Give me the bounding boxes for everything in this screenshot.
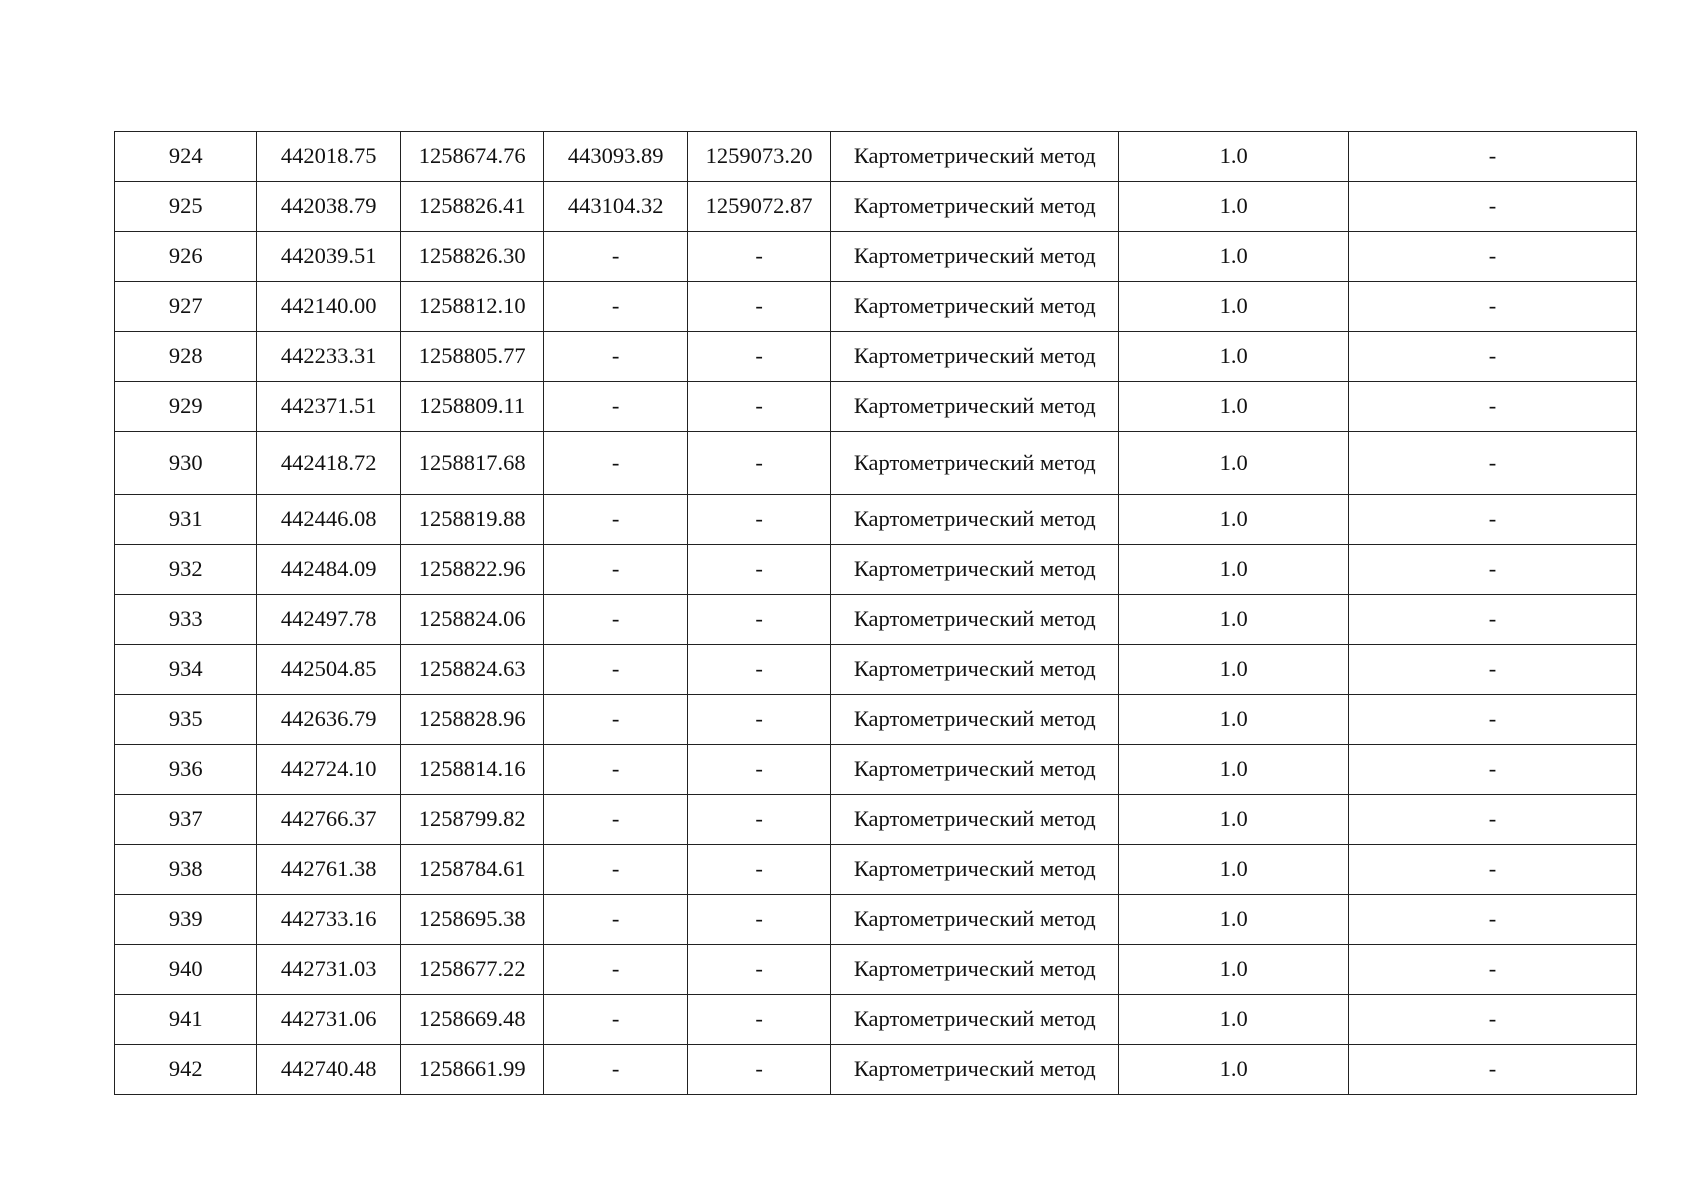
x-previous-cell: - [544, 495, 687, 545]
note-cell: - [1349, 545, 1637, 595]
y-coordinate-cell: 1258677.22 [400, 945, 543, 995]
x-coordinate-cell: 442731.06 [257, 995, 400, 1045]
point-number-cell: 935 [115, 695, 257, 745]
table-row [115, 945, 1637, 995]
table-row [115, 232, 1637, 282]
method-cell: Картометрический метод [831, 945, 1119, 995]
y-previous-cell: - [687, 332, 830, 382]
x-previous-cell: - [544, 332, 687, 382]
x-previous-cell: - [544, 545, 687, 595]
method-cell: Картометрический метод [831, 695, 1119, 745]
x-previous-cell: - [544, 845, 687, 895]
y-coordinate-cell: 1258826.41 [400, 182, 543, 232]
note-cell: - [1349, 895, 1637, 945]
method-cell: Картометрический метод [831, 595, 1119, 645]
x-coordinate-cell: 442418.72 [257, 432, 400, 495]
x-coordinate-cell: 442371.51 [257, 382, 400, 432]
accuracy-cell: 1.0 [1119, 895, 1349, 945]
method-cell: Картометрический метод [831, 282, 1119, 332]
y-previous-cell: - [687, 232, 830, 282]
point-number-cell: 924 [115, 132, 257, 182]
x-coordinate-cell: 442724.10 [257, 745, 400, 795]
note-cell: - [1349, 282, 1637, 332]
y-previous-cell: - [687, 945, 830, 995]
x-coordinate-cell: 442484.09 [257, 545, 400, 595]
y-previous-cell: - [687, 382, 830, 432]
x-previous-cell: 443104.32 [544, 182, 687, 232]
y-previous-cell: - [687, 745, 830, 795]
table-row [115, 1045, 1637, 1095]
note-cell: - [1349, 645, 1637, 695]
note-cell: - [1349, 382, 1637, 432]
x-previous-cell: - [544, 645, 687, 695]
y-coordinate-cell: 1258674.76 [400, 132, 543, 182]
y-coordinate-cell: 1258824.06 [400, 595, 543, 645]
y-previous-cell: - [687, 595, 830, 645]
point-number-cell: 937 [115, 795, 257, 845]
y-previous-cell: - [687, 845, 830, 895]
y-coordinate-cell: 1258828.96 [400, 695, 543, 745]
table-row [115, 132, 1637, 182]
table-row [115, 745, 1637, 795]
y-previous-cell: 1259072.87 [687, 182, 830, 232]
accuracy-cell: 1.0 [1119, 282, 1349, 332]
x-coordinate-cell: 442766.37 [257, 795, 400, 845]
y-coordinate-cell: 1258799.82 [400, 795, 543, 845]
x-previous-cell: - [544, 232, 687, 282]
table-row [115, 495, 1637, 545]
note-cell: - [1349, 332, 1637, 382]
x-previous-cell: - [544, 432, 687, 495]
y-previous-cell: - [687, 995, 830, 1045]
method-cell: Картометрический метод [831, 795, 1119, 845]
method-cell: Картометрический метод [831, 995, 1119, 1045]
y-coordinate-cell: 1258805.77 [400, 332, 543, 382]
table-row [115, 332, 1637, 382]
point-number-cell: 939 [115, 895, 257, 945]
accuracy-cell: 1.0 [1119, 945, 1349, 995]
y-previous-cell: - [687, 432, 830, 495]
x-previous-cell: - [544, 382, 687, 432]
point-number-cell: 926 [115, 232, 257, 282]
y-coordinate-cell: 1258695.38 [400, 895, 543, 945]
table-row [115, 695, 1637, 745]
accuracy-cell: 1.0 [1119, 1045, 1349, 1095]
accuracy-cell: 1.0 [1119, 745, 1349, 795]
point-number-cell: 940 [115, 945, 257, 995]
y-previous-cell: - [687, 695, 830, 745]
x-previous-cell: - [544, 795, 687, 845]
table-row [115, 995, 1637, 1045]
y-previous-cell: - [687, 545, 830, 595]
x-previous-cell: - [544, 895, 687, 945]
point-number-cell: 925 [115, 182, 257, 232]
y-previous-cell: 1259073.20 [687, 132, 830, 182]
point-number-cell: 928 [115, 332, 257, 382]
method-cell: Картометрический метод [831, 545, 1119, 595]
method-cell: Картометрический метод [831, 332, 1119, 382]
x-previous-cell: 443093.89 [544, 132, 687, 182]
table-row [115, 845, 1637, 895]
point-number-cell: 933 [115, 595, 257, 645]
table-row [115, 282, 1637, 332]
y-previous-cell: - [687, 795, 830, 845]
note-cell: - [1349, 695, 1637, 745]
accuracy-cell: 1.0 [1119, 845, 1349, 895]
y-previous-cell: - [687, 495, 830, 545]
y-coordinate-cell: 1258809.11 [400, 382, 543, 432]
y-coordinate-cell: 1258784.61 [400, 845, 543, 895]
x-coordinate-cell: 442504.85 [257, 645, 400, 695]
note-cell: - [1349, 595, 1637, 645]
y-coordinate-cell: 1258661.99 [400, 1045, 543, 1095]
x-previous-cell: - [544, 945, 687, 995]
accuracy-cell: 1.0 [1119, 695, 1349, 745]
x-coordinate-cell: 442446.08 [257, 495, 400, 545]
y-coordinate-cell: 1258669.48 [400, 995, 543, 1045]
y-coordinate-cell: 1258822.96 [400, 545, 543, 595]
table-row [115, 545, 1637, 595]
accuracy-cell: 1.0 [1119, 232, 1349, 282]
method-cell: Картометрический метод [831, 895, 1119, 945]
x-coordinate-cell: 442636.79 [257, 695, 400, 745]
note-cell: - [1349, 132, 1637, 182]
note-cell: - [1349, 432, 1637, 495]
point-number-cell: 932 [115, 545, 257, 595]
x-coordinate-cell: 442740.48 [257, 1045, 400, 1095]
note-cell: - [1349, 845, 1637, 895]
note-cell: - [1349, 182, 1637, 232]
y-previous-cell: - [687, 895, 830, 945]
method-cell: Картометрический метод [831, 432, 1119, 495]
method-cell: Картометрический метод [831, 495, 1119, 545]
y-coordinate-cell: 1258819.88 [400, 495, 543, 545]
table-row [115, 895, 1637, 945]
method-cell: Картометрический метод [831, 382, 1119, 432]
note-cell: - [1349, 1045, 1637, 1095]
table-row [115, 795, 1637, 845]
note-cell: - [1349, 745, 1637, 795]
point-number-cell: 931 [115, 495, 257, 545]
x-previous-cell: - [544, 1045, 687, 1095]
point-number-cell: 929 [115, 382, 257, 432]
table-row [115, 645, 1637, 695]
x-previous-cell: - [544, 695, 687, 745]
method-cell: Картометрический метод [831, 745, 1119, 795]
method-cell: Картометрический метод [831, 645, 1119, 695]
table-row [115, 432, 1637, 495]
accuracy-cell: 1.0 [1119, 182, 1349, 232]
method-cell: Картометрический метод [831, 232, 1119, 282]
y-coordinate-cell: 1258812.10 [400, 282, 543, 332]
table-row [115, 382, 1637, 432]
point-number-cell: 927 [115, 282, 257, 332]
x-previous-cell: - [544, 995, 687, 1045]
method-cell: Картометрический метод [831, 845, 1119, 895]
note-cell: - [1349, 795, 1637, 845]
x-coordinate-cell: 442140.00 [257, 282, 400, 332]
point-number-cell: 941 [115, 995, 257, 1045]
accuracy-cell: 1.0 [1119, 545, 1349, 595]
coordinates-table [114, 131, 1637, 1095]
table-row [115, 595, 1637, 645]
accuracy-cell: 1.0 [1119, 132, 1349, 182]
y-previous-cell: - [687, 645, 830, 695]
x-coordinate-cell: 442731.03 [257, 945, 400, 995]
x-coordinate-cell: 442038.79 [257, 182, 400, 232]
y-coordinate-cell: 1258824.63 [400, 645, 543, 695]
point-number-cell: 934 [115, 645, 257, 695]
accuracy-cell: 1.0 [1119, 432, 1349, 495]
point-number-cell: 936 [115, 745, 257, 795]
x-previous-cell: - [544, 595, 687, 645]
table-row [115, 182, 1637, 232]
note-cell: - [1349, 232, 1637, 282]
x-coordinate-cell: 442761.38 [257, 845, 400, 895]
y-coordinate-cell: 1258814.16 [400, 745, 543, 795]
x-coordinate-cell: 442497.78 [257, 595, 400, 645]
y-previous-cell: - [687, 1045, 830, 1095]
accuracy-cell: 1.0 [1119, 795, 1349, 845]
accuracy-cell: 1.0 [1119, 495, 1349, 545]
note-cell: - [1349, 945, 1637, 995]
x-coordinate-cell: 442039.51 [257, 232, 400, 282]
x-previous-cell: - [544, 745, 687, 795]
accuracy-cell: 1.0 [1119, 595, 1349, 645]
accuracy-cell: 1.0 [1119, 382, 1349, 432]
y-coordinate-cell: 1258826.30 [400, 232, 543, 282]
y-coordinate-cell: 1258817.68 [400, 432, 543, 495]
method-cell: Картометрический метод [831, 182, 1119, 232]
x-coordinate-cell: 442733.16 [257, 895, 400, 945]
x-coordinate-cell: 442233.31 [257, 332, 400, 382]
accuracy-cell: 1.0 [1119, 332, 1349, 382]
method-cell: Картометрический метод [831, 132, 1119, 182]
x-previous-cell: - [544, 282, 687, 332]
accuracy-cell: 1.0 [1119, 995, 1349, 1045]
point-number-cell: 930 [115, 432, 257, 495]
point-number-cell: 938 [115, 845, 257, 895]
note-cell: - [1349, 495, 1637, 545]
method-cell: Картометрический метод [831, 1045, 1119, 1095]
x-coordinate-cell: 442018.75 [257, 132, 400, 182]
y-previous-cell: - [687, 282, 830, 332]
point-number-cell: 942 [115, 1045, 257, 1095]
note-cell: - [1349, 995, 1637, 1045]
accuracy-cell: 1.0 [1119, 645, 1349, 695]
